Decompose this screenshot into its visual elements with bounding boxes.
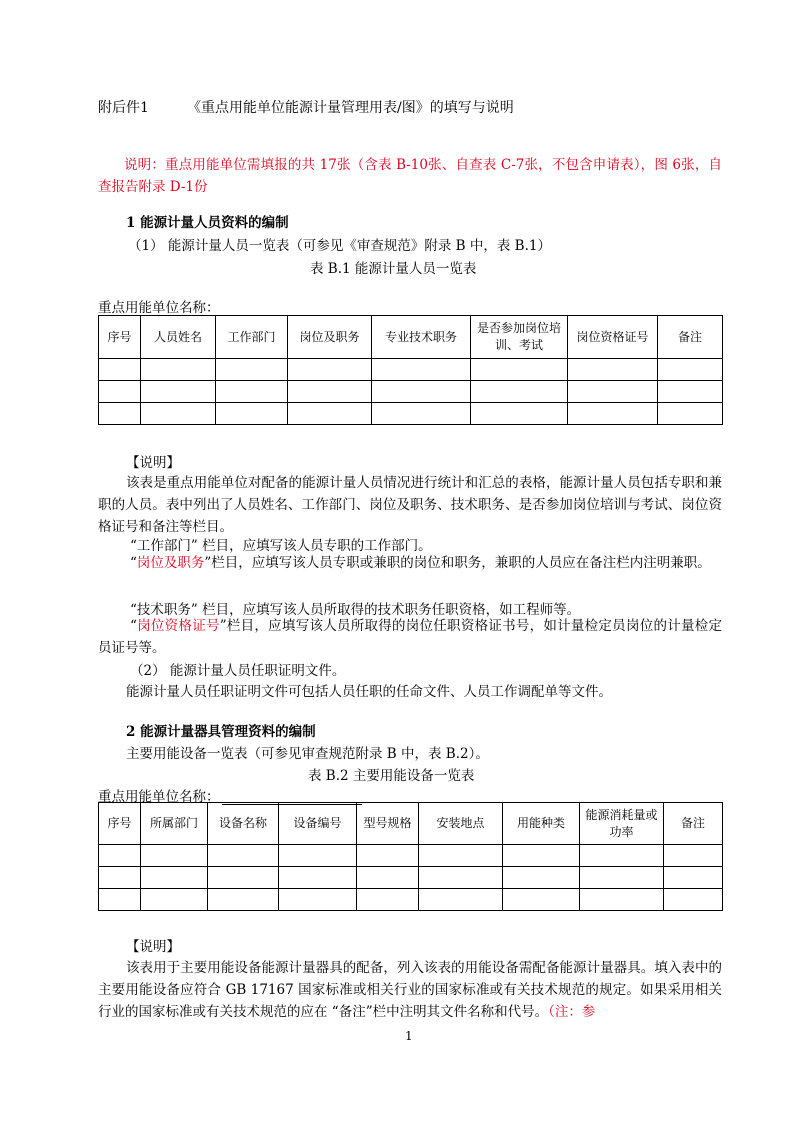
table-cell[interactable] [141,845,208,867]
table-b2-header: 型号规格 [357,803,419,845]
table-cell[interactable] [357,867,419,889]
table-cell[interactable] [357,845,419,867]
table-cell[interactable] [141,359,216,381]
table-cell[interactable] [503,867,580,889]
table-cell[interactable] [471,381,568,403]
note-red-tail: （注：参 [548,1004,596,1020]
table-cell[interactable] [568,403,658,425]
table-cell[interactable] [141,867,208,889]
table-cell[interactable] [279,867,357,889]
table-row [99,867,723,889]
table-row [99,889,723,911]
table-cell[interactable] [141,403,216,425]
table-cell[interactable] [208,845,279,867]
table-cell[interactable] [372,359,471,381]
table-cell[interactable] [288,359,372,381]
table-cell[interactable] [99,359,141,381]
table-b2 [98,802,723,911]
section1-item1: （1） 能源计量人员一览表（可参见《审查规范》附录 B 中，表 B.1） [128,238,551,254]
section1-explain-p3: “岗位及职务”栏目，应填写该人员专职或兼职的岗位和职务，兼职的人员应在备注栏内注明兼职。 [130,555,711,571]
table-cell[interactable] [580,845,664,867]
table-b2-header: 所属部门 [141,803,208,845]
table-row [99,845,723,867]
table-cell[interactable] [279,845,357,867]
table-cell[interactable] [208,889,279,911]
table-cell[interactable] [99,889,141,911]
table-cell[interactable] [580,867,664,889]
table-b2-header: 设备编号 [279,803,357,845]
table-cell[interactable] [503,889,580,911]
table-b1-header: 是否参加岗位培训、考试 [471,316,568,359]
table-b1-header: 岗位及职务 [288,316,372,359]
table-b1-header: 人员姓名 [141,316,216,359]
table-cell[interactable] [419,889,503,911]
table-b1-header: 序号 [99,316,141,359]
unit-name-label-1: 重点用能单位名称： [98,296,362,316]
table-b2-header-row [99,803,723,845]
table-cell[interactable] [664,845,723,867]
table-cell[interactable] [288,403,372,425]
table-b2-header: 备注 [664,803,723,845]
section1-explain-p4: “技术职务” 栏目，应填写该人员所取得的技术职务任职资格，如工程师等。 [130,602,581,618]
section1-explain-p5: “岗位资格证号”栏目，应填写该人员所取得的岗位任职资格证书号，如计量检定员岗位的计量检定员证号等。 [98,618,723,656]
table-cell[interactable] [279,889,357,911]
table-cell[interactable] [580,889,664,911]
table-cell[interactable] [208,867,279,889]
table-cell[interactable] [419,867,503,889]
table-b1-header: 岗位资格证号 [568,316,658,359]
section2-heading: 2 能源计量器具管理资料的编制 [126,724,316,740]
table-b1 [98,315,723,425]
table-cell[interactable] [216,381,288,403]
table-b2-header: 用能种类 [503,803,580,845]
section1-explain-p1: 该表是重点用能单位对配备的能源计量人员情况进行统计和汇总的表格，能源计量人员包括专职和兼职的人员。表中列出了人员姓名、工作部门、岗位及职务、技术职务、是否参加岗位培训与考试、岗位资格证号和备注等栏目。 [98,475,722,535]
table-cell[interactable] [664,889,723,911]
table-row [99,381,723,403]
table-b2-caption: 表 B.2 主要用能设备一览表 [308,768,475,784]
table-cell[interactable] [99,403,141,425]
table-b2-header: 能源消耗量或功率 [580,803,664,845]
table-cell[interactable] [288,381,372,403]
table-cell[interactable] [568,359,658,381]
section1-explain-p2: “工作部门” 栏目，应填写该人员专职的工作部门。 [130,538,432,554]
table-b1-header: 备注 [658,316,723,359]
highlight-post-duty: 岗位及职务 [136,555,205,571]
table-cell[interactable] [658,403,723,425]
table-cell[interactable] [99,381,141,403]
section1-item2-text: 能源计量人员任职证明文件可包括人员任职的任命文件、人员工作调配单等文件。 [126,684,612,700]
section2-intro: 主要用能设备一览表（可参见审查规范附录 B 中，表 B.2）。 [126,746,489,762]
document-title: 《重点用能单位能源计量管理用表/图》的填写与说明 [187,100,514,116]
table-cell[interactable] [99,867,141,889]
table-b1-header-row [99,316,723,359]
table-cell[interactable] [568,381,658,403]
table-b2-header: 设备名称 [208,803,279,845]
table-cell[interactable] [419,845,503,867]
section1-heading: 1 能源计量人员资料的编制 [126,215,289,231]
page-number: 1 [405,1029,413,1043]
table-cell[interactable] [141,889,208,911]
highlight-cert-number: 岗位资格证号 [136,618,220,634]
table-b1-header: 工作部门 [216,316,288,359]
table-cell[interactable] [372,403,471,425]
table-b1-header: 专业技术职务 [372,316,471,359]
table-cell[interactable] [357,889,419,911]
unit-name-label-2: 重点用能单位名称： [98,785,362,805]
table-cell[interactable] [216,403,288,425]
table-b1-caption: 表 B.1 能源计量人员一览表 [310,261,477,277]
section2-explain-p1: 该表用于主要用能设备能源计量器具的配备，列入该表的用能设备需配备能源计量器具。填入表中的主要用能设备应符合 GB 17167 国家标准或相关行业的国家标准或有关技术规范的规定。如果采用相关行业的国家标准或有关技术规范的应在 “备注”栏中注明其文件名称和代号。（注：参 [98,960,722,1020]
table-row [99,359,723,381]
table-cell[interactable] [664,867,723,889]
red-note: 说明：重点用能单位需填报的共 17张（含表 B-10张、自查表 C-7张，不包含申请表），图 6张，自查报告附录 D-1份 [98,157,722,195]
section1-explain-title: 【说明】 [126,455,180,471]
section1-item2: （2） 能源计量人员任职证明文件。 [130,663,346,679]
table-cell[interactable] [141,381,216,403]
table-cell[interactable] [658,381,723,403]
table-cell[interactable] [99,845,141,867]
table-b2-header: 序号 [99,803,141,845]
table-b2-header: 安装地点 [419,803,503,845]
table-cell[interactable] [372,381,471,403]
table-cell[interactable] [216,359,288,381]
table-cell[interactable] [658,359,723,381]
unit-name-blank-1 [222,301,362,316]
table-cell[interactable] [471,403,568,425]
table-row [99,403,723,425]
section2-explain-title: 【说明】 [126,939,180,955]
table-cell[interactable] [471,359,568,381]
annex-label: 附后件1 [98,100,149,116]
table-cell[interactable] [503,845,580,867]
